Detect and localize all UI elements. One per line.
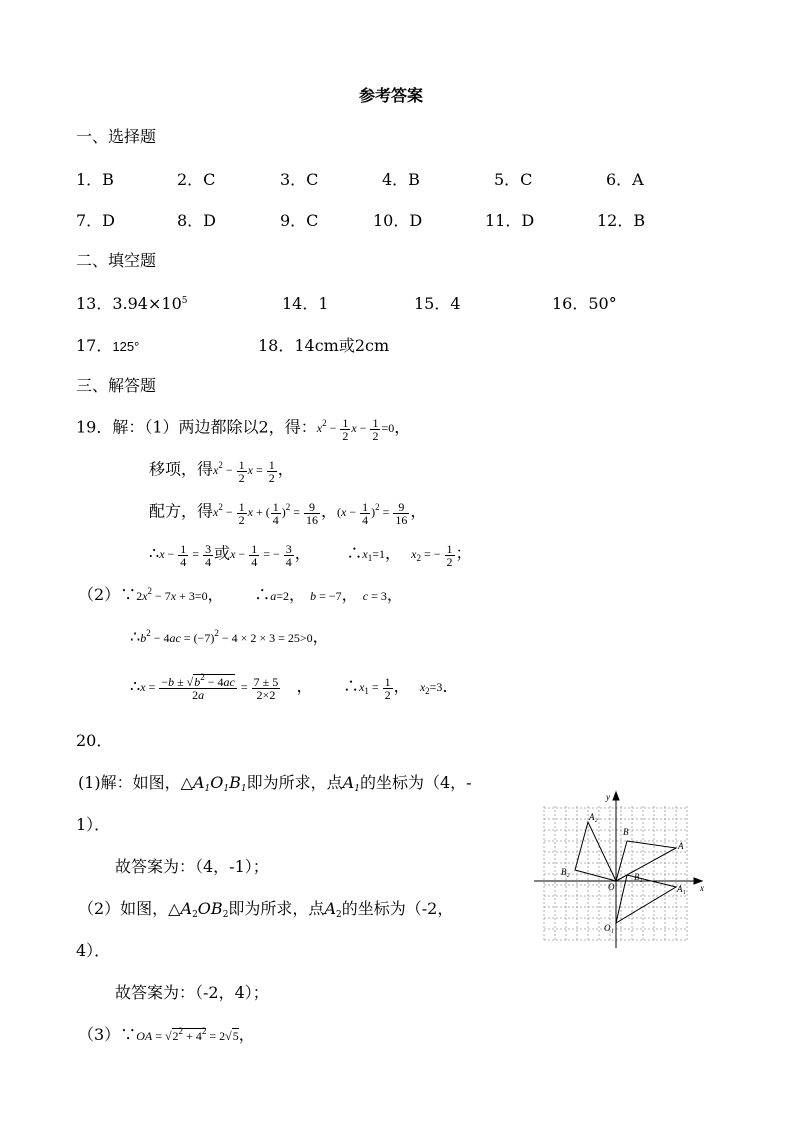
- label-O1: O₁: [604, 923, 614, 933]
- q20-answer2: 故答案为：（-2，4）；: [115, 983, 269, 1002]
- label-B2: B₂: [561, 867, 570, 877]
- choice-answer: 1．B: [76, 170, 114, 189]
- fill-answer-13: 13．$3.94\times 10^5$: [76, 294, 188, 313]
- q20-answer1: 故答案为：（4，-1）；: [115, 857, 269, 876]
- choice-answer: 11．D: [485, 211, 535, 230]
- math-expression: $x^2$ − $\frac{1}{2}$ x = $\frac{1}{2}$: [213, 458, 275, 485]
- choice-answer: 2．C: [177, 170, 216, 189]
- coordinate-grid-figure: [530, 790, 710, 950]
- q19-part2: $(2)\because 2x^2 - 7x + 3=0$， ∴a=2， b = −7， c = 3，: [78, 585, 403, 604]
- math-expression: OA = $√2^2 + 4^2 = 2√5$: [136, 1026, 239, 1043]
- q20-part2-cont: 4）．: [76, 941, 111, 960]
- choice-answer: 12．B: [597, 211, 646, 230]
- section-solve: 三、解答题: [76, 376, 157, 395]
- triangles: [575, 822, 676, 923]
- fill-answer-14: 14．1: [282, 294, 329, 313]
- label-A: A: [678, 841, 684, 851]
- triangle-A1O1B1: [616, 875, 676, 923]
- point-labels: [561, 792, 704, 933]
- q19-intro: 19．解：（1）两边都除以2，得：$x^2$ − $\frac{1}{2}$ x − $\frac{1}{2}$ =0，: [76, 416, 411, 443]
- q19-formula: ∴x = $\frac{-b \pm √b^2 - 4ac}{2a}$ = $\frac{7 \pm 5}{2\times 2}$ ， $\therefore x_1$ = $\frac{1}{2}$ ， $x_2=3$．: [130, 672, 459, 702]
- choice-answer: 4．B: [382, 170, 420, 189]
- axes: [534, 792, 702, 948]
- triangle-OAB: [616, 841, 676, 881]
- label-A2: A₂: [589, 812, 598, 822]
- choice-answer: 10．D: [373, 211, 423, 230]
- choice-answer: 9．C: [280, 211, 319, 230]
- math-expression: x = $\frac{-b \pm √b^2 - 4ac}{2a}$ = $\frac{7 \pm 5}{2\times 2}$: [140, 672, 279, 702]
- page-title: 参考答案: [359, 86, 424, 105]
- q19-move: 移项，得$x^2$ − $\frac{1}{2}$ x = $\frac{1}{2}$ ，: [149, 458, 294, 485]
- q20-part2: （2）如图，$\triangle A_2OB_2$即为所求，点$A_2$的坐标为（-2，: [78, 899, 454, 920]
- q19-roots: ∴x − $\frac{1}{4}$ = $\frac{3}{4}$ 或x − $\frac{1}{4}$ = − $\frac{3}{4}$ ， $\therefore x_1=1$， $x_2$ = − $\frac{1}{2}$ ；: [149, 542, 472, 569]
- section-choice: 一、选择题: [76, 127, 157, 146]
- q20-number: 20．: [76, 731, 113, 750]
- choice-answer: 5．C: [494, 170, 533, 189]
- label-A1: A₁: [677, 884, 686, 894]
- q19-discriminant: $\therefore b^2 - 4ac = (-7)^2 - 4 \times 2 \times 3 = 25>0$，: [130, 627, 329, 646]
- choice-answer: 7．D: [76, 211, 116, 230]
- math-expression: $x^2$ − $\frac{1}{2}$ x + ( $\frac{1}{4}$ )$^2$ = $\frac{9}{16}$: [213, 500, 318, 527]
- math-expression: x − $\frac{1}{4}$ = $\frac{3}{4}$: [159, 542, 212, 569]
- choice-answer: 6．A: [606, 170, 644, 189]
- fill-answer-17: 17．125°: [76, 336, 140, 355]
- q20-part3: （3）∵OA = $√2^2 + 4^2 = 2√5$，: [78, 1025, 255, 1044]
- label-B1: B₁: [634, 872, 643, 882]
- math-expression: $2x^2 - 7x + 3=0$: [136, 586, 208, 603]
- q20-part1-cont: 1）．: [76, 815, 111, 834]
- section-fill: 二、填空题: [76, 251, 157, 270]
- label-O: O: [608, 882, 615, 892]
- choice-answer: 8．D: [177, 211, 217, 230]
- fill-answer-15: 15．4: [414, 294, 461, 313]
- math-expression: $b^2 - 4ac = (-7)^2 - 4 \times 2 \times 3 = 25>0$: [140, 628, 313, 645]
- axis-label-y: y: [606, 792, 610, 802]
- choice-answer: 3．C: [280, 170, 319, 189]
- math-expression: $x^2$ − $\frac{1}{2}$ x − $\frac{1}{2}$ =0: [316, 416, 395, 443]
- label-B: B: [623, 827, 629, 837]
- fill-answer-16: 16．50°: [552, 294, 617, 313]
- q19-complete-square: 配方，得$x^2$ − $\frac{1}{2}$ x + ( $\frac{1}{4}$ )$^2$ = $\frac{9}{16}$ ，(x − $\frac{1}{4}$ )$^2$ = $\frac{9}{16}$ ，: [149, 500, 427, 527]
- fill-answer-18: 18．14cm或2cm: [258, 336, 390, 355]
- axis-label-x: x: [700, 883, 704, 893]
- q20-part1: (1)解：如图，$\triangle A_1O_1B_1$即为所求，点$A_1$的坐标为（4，-: [78, 773, 472, 794]
